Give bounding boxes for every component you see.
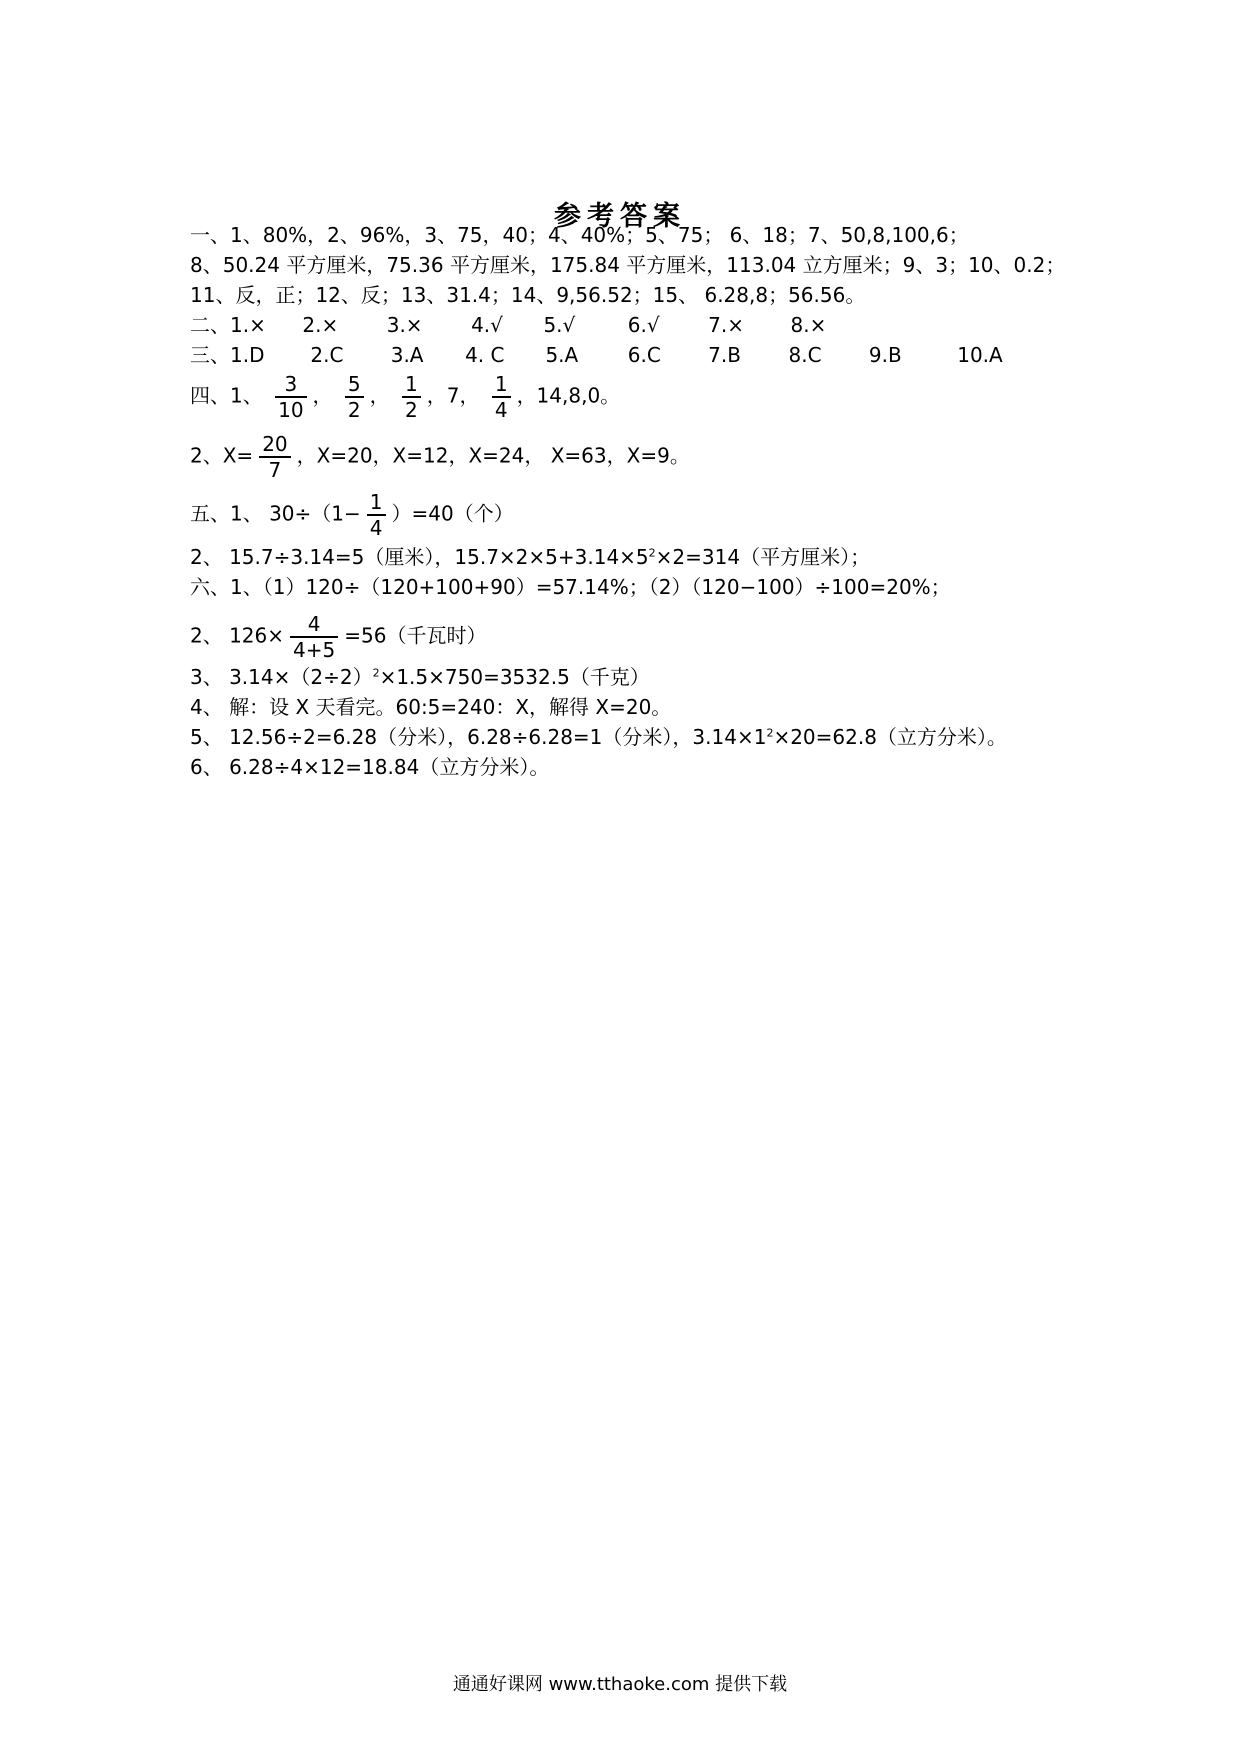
judge-item: 7.× bbox=[708, 313, 744, 337]
footer-source: 通通好课网 www.tthaoke.com 提供下载 bbox=[452, 1674, 788, 1695]
numerator: 1 bbox=[405, 372, 418, 396]
section-4-line-1 bbox=[190, 372, 620, 422]
suffix-text: ，14,8,0。 bbox=[516, 383, 621, 408]
section-6-line-5 bbox=[190, 724, 1007, 750]
numerator: 1 bbox=[494, 372, 508, 396]
formula-text: ×1.5×750=3532.5（千克） bbox=[379, 665, 650, 689]
formula-text: 2、 15.7÷3.14=5（厘米），15.7×2×5+3.14×5 bbox=[190, 545, 649, 569]
numerator: 20 bbox=[262, 432, 288, 456]
separator: ， bbox=[369, 383, 390, 408]
section-6-line-6: 6、 6.28÷4×12=18.84（立方分米）。 bbox=[190, 755, 550, 779]
prefix-text: 四、1、 bbox=[190, 383, 263, 408]
section-6-line-3 bbox=[190, 664, 650, 690]
choice-item: 3.A bbox=[390, 343, 424, 367]
section-5-line-1 bbox=[190, 490, 514, 540]
exponent: 2 bbox=[648, 546, 656, 560]
choice-item: 8.C bbox=[788, 343, 822, 367]
fraction bbox=[290, 612, 338, 662]
section-6-line-2 bbox=[190, 612, 486, 662]
denominator: 4 bbox=[367, 514, 386, 540]
prefix-text: 2、 126× bbox=[190, 623, 285, 648]
fraction bbox=[492, 372, 511, 422]
prefix-text: 2、X= bbox=[190, 443, 254, 468]
choice-item: 9.B bbox=[868, 343, 902, 367]
choice-item: 三、1.D bbox=[190, 343, 265, 367]
denominator: 2 bbox=[345, 396, 364, 422]
denominator: 4+5 bbox=[290, 636, 338, 662]
numerator: 4 bbox=[307, 612, 321, 636]
middle-text: ，7， bbox=[426, 383, 480, 408]
suffix-text: =56（千瓦时） bbox=[344, 623, 487, 648]
answer-line-1: 一、1、80%，2、96%，3、75，40；4、40%；5、75； 6、18；7、50,8,100,6； bbox=[190, 223, 969, 247]
numerator: 1 bbox=[369, 490, 383, 514]
judge-item: 5.√ bbox=[543, 313, 576, 337]
formula-text: 5、 12.56÷2=6.28（分米），6.28÷6.28=1（分米），3.14×1 bbox=[190, 725, 767, 749]
choice-item: 2.C bbox=[310, 343, 344, 367]
exponent: 2 bbox=[766, 726, 774, 740]
judge-item: 二、1.× bbox=[190, 313, 266, 337]
judgement-answers bbox=[190, 312, 826, 338]
fraction bbox=[345, 372, 364, 422]
denominator: 7 bbox=[259, 456, 290, 482]
denominator: 4 bbox=[492, 396, 511, 422]
fraction bbox=[275, 372, 306, 422]
section-6-line-4: 4、 解：设 X 天看完。60:5=240：X，解得 X=20。 bbox=[190, 695, 672, 719]
fraction bbox=[367, 490, 386, 540]
formula-text: ×2=314（平方厘米）； bbox=[655, 545, 871, 569]
page-title: 参考答案 bbox=[554, 201, 686, 232]
choice-item: 7.B bbox=[708, 343, 741, 367]
judge-item: 6.√ bbox=[627, 313, 660, 337]
judge-item: 2.× bbox=[302, 313, 339, 337]
answer-line-3: 11、反，正；12、反；13、31.4；14、9,56.52；15、 6.28,8；56.56。 bbox=[190, 283, 866, 307]
judge-item: 8.× bbox=[790, 313, 827, 337]
exponent: 2 bbox=[372, 666, 380, 680]
formula-text: 3、 3.14×（2÷2） bbox=[190, 665, 373, 689]
suffix-text: ，X=20，X=12，X=24， X=63，X=9。 bbox=[296, 443, 690, 468]
formula-text: ×20=62.8（立方分米）。 bbox=[773, 725, 1007, 749]
section-5-line-2 bbox=[190, 544, 870, 570]
choice-item: 5.A bbox=[545, 343, 579, 367]
section-4-line-2 bbox=[190, 432, 690, 482]
denominator: 2 bbox=[402, 396, 421, 422]
judge-item: 4.√ bbox=[471, 313, 503, 337]
choice-item: 4. C bbox=[465, 343, 505, 367]
section-6-line-1: 六、1、（1）120÷（120+100+90）=57.14%；（2）（120−100）÷100=20%； bbox=[190, 575, 951, 599]
answer-line-2: 8、50.24 平方厘米，75.36 平方厘米，175.84 平方厘米，113.04 立方厘米；9、3；10、0.2； bbox=[190, 253, 1066, 277]
numerator: 5 bbox=[347, 372, 361, 396]
choice-item: 6.C bbox=[627, 343, 661, 367]
denominator: 10 bbox=[275, 396, 306, 422]
numerator: 3 bbox=[284, 372, 298, 396]
separator: ， bbox=[312, 383, 333, 408]
fraction bbox=[259, 432, 290, 482]
prefix-text: 五、1、 30÷（1− bbox=[190, 501, 361, 526]
choice-item: 10.A bbox=[957, 343, 1003, 367]
suffix-text: ）=40（个） bbox=[391, 501, 514, 526]
judge-item: 3.× bbox=[386, 313, 423, 337]
fraction bbox=[402, 372, 421, 422]
choice-answers bbox=[190, 342, 1003, 368]
